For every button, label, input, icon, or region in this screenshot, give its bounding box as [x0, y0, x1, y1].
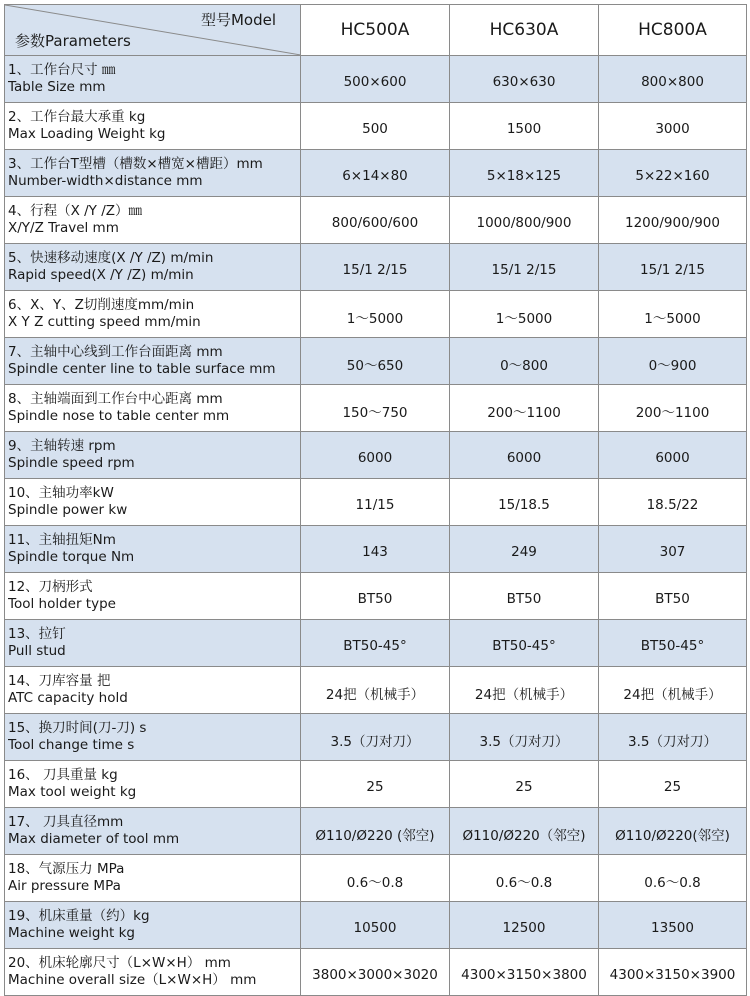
parameter-cell	[5, 197, 301, 244]
value-cell-hc500a: 500×600	[301, 56, 450, 103]
parameter-name-en: Tool holder type	[8, 596, 116, 612]
value-cell-hc630a: 15/18.5	[450, 479, 599, 526]
parameter-name-cn: 14、刀库容量 把	[8, 673, 111, 689]
parameter-name-cn: 18、气源压力 MPa	[8, 861, 125, 877]
parameter-name-en: Air pressure MPa	[8, 878, 121, 894]
header-corner-cell	[5, 5, 301, 56]
parameter-name-cn: 4、行程（X /Y /Z）㎜	[8, 203, 143, 219]
parameter-cell	[5, 620, 301, 667]
parameter-name-en: Spindle torque Nm	[8, 549, 135, 565]
parameter-cell	[5, 526, 301, 573]
table-row	[5, 385, 747, 432]
value-cell-hc500a: 24把（机械手）	[301, 667, 450, 714]
table-row	[5, 103, 747, 150]
table-row	[5, 432, 747, 479]
value-cell-hc500a: 15/1 2/15	[301, 244, 450, 291]
value-cell-hc500a: 0.6～0.8	[301, 855, 450, 902]
value-cell-hc500a: 10500	[301, 902, 450, 949]
parameter-name-cn: 15、换刀时间(刀-刀) s	[8, 720, 147, 736]
table-row	[5, 479, 747, 526]
parameter-name-en: Rapid speed(X /Y /Z) m/min	[8, 267, 194, 283]
value-cell-hc500a: 3800×3000×3020	[301, 949, 450, 996]
table-row	[5, 949, 747, 996]
value-cell-hc500a: 3.5（刀对刀）	[301, 714, 450, 761]
value-cell-hc500a: 25	[301, 761, 450, 808]
value-cell-hc800a: BT50	[599, 573, 747, 620]
parameter-name-cn: 16、 刀具重量 kg	[8, 767, 118, 783]
table-row	[5, 667, 747, 714]
value-cell-hc500a: Ø110/Ø220 (邻空)	[301, 808, 450, 855]
value-cell-hc800a: 6000	[599, 432, 747, 479]
parameter-cell	[5, 56, 301, 103]
value-cell-hc630a: 3.5（刀对刀）	[450, 714, 599, 761]
value-cell-hc800a: 18.5/22	[599, 479, 747, 526]
table-row	[5, 291, 747, 338]
value-cell-hc800a: 0.6～0.8	[599, 855, 747, 902]
value-cell-hc500a: 50～650	[301, 338, 450, 385]
parameter-name-en: X Y Z cutting speed mm/min	[8, 314, 201, 330]
parameter-name-cn: 9、主轴转速 rpm	[8, 438, 116, 454]
value-cell-hc800a: 3.5（刀对刀）	[599, 714, 747, 761]
parameter-cell	[5, 479, 301, 526]
table-row	[5, 573, 747, 620]
parameter-name-cn: 19、机床重量（约）kg	[8, 908, 150, 924]
value-cell-hc630a: 1000/800/900	[450, 197, 599, 244]
value-cell-hc800a: BT50-45°	[599, 620, 747, 667]
parameter-name-cn: 8、主轴端面到工作台中心距离 mm	[8, 391, 223, 407]
parameter-name-cn: 13、拉钉	[8, 626, 66, 642]
value-cell-hc800a: 25	[599, 761, 747, 808]
parameter-cell	[5, 150, 301, 197]
value-cell-hc630a: 5×18×125	[450, 150, 599, 197]
value-cell-hc500a: 800/600/600	[301, 197, 450, 244]
table-row	[5, 855, 747, 902]
parameter-cell	[5, 291, 301, 338]
value-cell-hc800a: 307	[599, 526, 747, 573]
value-cell-hc800a: 3000	[599, 103, 747, 150]
value-cell-hc630a: 24把（机械手）	[450, 667, 599, 714]
value-cell-hc630a: 1～5000	[450, 291, 599, 338]
parameter-cell	[5, 103, 301, 150]
parameter-name-en: ATC capacity hold	[8, 690, 128, 706]
parameter-cell	[5, 902, 301, 949]
parameter-name-cn: 6、X、Y、Z切削速度mm/min	[8, 297, 195, 313]
table-row	[5, 526, 747, 573]
value-cell-hc500a: 143	[301, 526, 450, 573]
parameter-name-en: Number-width×distance mm	[8, 173, 203, 189]
parameter-name-en: Spindle nose to table center mm	[8, 408, 230, 424]
parameter-cell	[5, 761, 301, 808]
parameter-name-en: Table Size mm	[8, 79, 106, 95]
table-row	[5, 714, 747, 761]
value-cell-hc500a: 11/15	[301, 479, 450, 526]
spec-table	[4, 4, 747, 996]
parameter-cell	[5, 385, 301, 432]
value-cell-hc630a: 249	[450, 526, 599, 573]
value-cell-hc630a: 630×630	[450, 56, 599, 103]
value-cell-hc630a: 12500	[450, 902, 599, 949]
parameter-name-en: Max Loading Weight kg	[8, 126, 166, 142]
table-row	[5, 761, 747, 808]
parameter-name-en: Tool change time s	[8, 737, 135, 753]
value-cell-hc800a: 1～5000	[599, 291, 747, 338]
value-cell-hc630a: BT50	[450, 573, 599, 620]
parameter-cell	[5, 244, 301, 291]
parameter-name-cn: 20、机床轮廓尺寸（L×W×H） mm	[8, 955, 231, 971]
value-cell-hc500a: 1～5000	[301, 291, 450, 338]
parameter-name-en: Machine overall size（L×W×H） mm	[8, 972, 257, 988]
value-cell-hc630a: 200～1100	[450, 385, 599, 432]
value-cell-hc800a: 800×800	[599, 56, 747, 103]
value-cell-hc630a: 1500	[450, 103, 599, 150]
value-cell-hc630a: BT50-45°	[450, 620, 599, 667]
parameter-cell	[5, 338, 301, 385]
model-header-hc800a: HC800A	[599, 5, 747, 56]
parameter-cell	[5, 855, 301, 902]
table-row	[5, 150, 747, 197]
value-cell-hc800a: 4300×3150×3900	[599, 949, 747, 996]
value-cell-hc800a: Ø110/Ø220(邻空)	[599, 808, 747, 855]
table-row	[5, 902, 747, 949]
parameter-name-en: Spindle speed rpm	[8, 455, 135, 471]
table-row	[5, 197, 747, 244]
value-cell-hc800a: 13500	[599, 902, 747, 949]
value-cell-hc630a: 0～800	[450, 338, 599, 385]
parameter-name-en: Max tool weight kg	[8, 784, 137, 800]
parameter-name-en: X/Y/Z Travel mm	[8, 220, 119, 236]
table-row	[5, 338, 747, 385]
model-label: 型号Model	[200, 11, 276, 29]
parameter-name-en: Spindle center line to table surface mm	[8, 361, 276, 377]
parameter-name-cn: 11、主轴扭矩Nm	[8, 532, 116, 548]
table-row	[5, 56, 747, 103]
table-row	[5, 808, 747, 855]
parameter-name-cn: 3、工作台T型槽（槽数×槽宽×槽距）mm	[8, 156, 263, 172]
parameter-name-cn: 7、主轴中心线到工作台面距离 mm	[8, 344, 223, 360]
table-row	[5, 244, 747, 291]
value-cell-hc630a: 4300×3150×3800	[450, 949, 599, 996]
parameter-name-cn: 2、工作台最大承重 kg	[8, 109, 146, 125]
value-cell-hc630a: 15/1 2/15	[450, 244, 599, 291]
table-row	[5, 620, 747, 667]
value-cell-hc800a: 24把（机械手）	[599, 667, 747, 714]
value-cell-hc800a: 1200/900/900	[599, 197, 747, 244]
parameter-name-cn: 10、主轴功率kW	[8, 485, 114, 501]
value-cell-hc800a: 200～1100	[599, 385, 747, 432]
model-header-hc630a: HC630A	[450, 5, 599, 56]
value-cell-hc800a: 15/1 2/15	[599, 244, 747, 291]
value-cell-hc500a: BT50-45°	[301, 620, 450, 667]
value-cell-hc500a: 150～750	[301, 385, 450, 432]
value-cell-hc800a: 0～900	[599, 338, 747, 385]
value-cell-hc500a: 6×14×80	[301, 150, 450, 197]
value-cell-hc630a: Ø110/Ø220（邻空)	[450, 808, 599, 855]
value-cell-hc630a: 0.6～0.8	[450, 855, 599, 902]
parameter-cell	[5, 808, 301, 855]
parameter-name-cn: 12、刀柄形式	[8, 579, 93, 595]
model-header-hc500a: HC500A	[301, 5, 450, 56]
parameter-cell	[5, 432, 301, 479]
parameter-name-en: Max diameter of tool mm	[8, 831, 180, 847]
value-cell-hc500a: 500	[301, 103, 450, 150]
parameter-name-cn: 17、 刀具直径mm	[8, 814, 124, 830]
parameter-name-en: Spindle power kw	[8, 502, 128, 518]
parameter-name-en: Pull stud	[8, 643, 66, 659]
value-cell-hc500a: 6000	[301, 432, 450, 479]
parameter-cell	[5, 949, 301, 996]
parameter-name-en: Machine weight kg	[8, 925, 135, 941]
parameter-name-cn: 5、快速移动速度(X /Y /Z) m/min	[8, 250, 214, 266]
value-cell-hc500a: BT50	[301, 573, 450, 620]
parameter-name-cn: 1、工作台尺寸 ㎜	[8, 62, 116, 78]
value-cell-hc630a: 25	[450, 761, 599, 808]
parameter-cell	[5, 667, 301, 714]
value-cell-hc800a: 5×22×160	[599, 150, 747, 197]
parameters-label: 参数Parameters	[15, 32, 131, 50]
value-cell-hc630a: 6000	[450, 432, 599, 479]
parameter-cell	[5, 714, 301, 761]
header-row	[5, 5, 747, 56]
parameter-cell	[5, 573, 301, 620]
